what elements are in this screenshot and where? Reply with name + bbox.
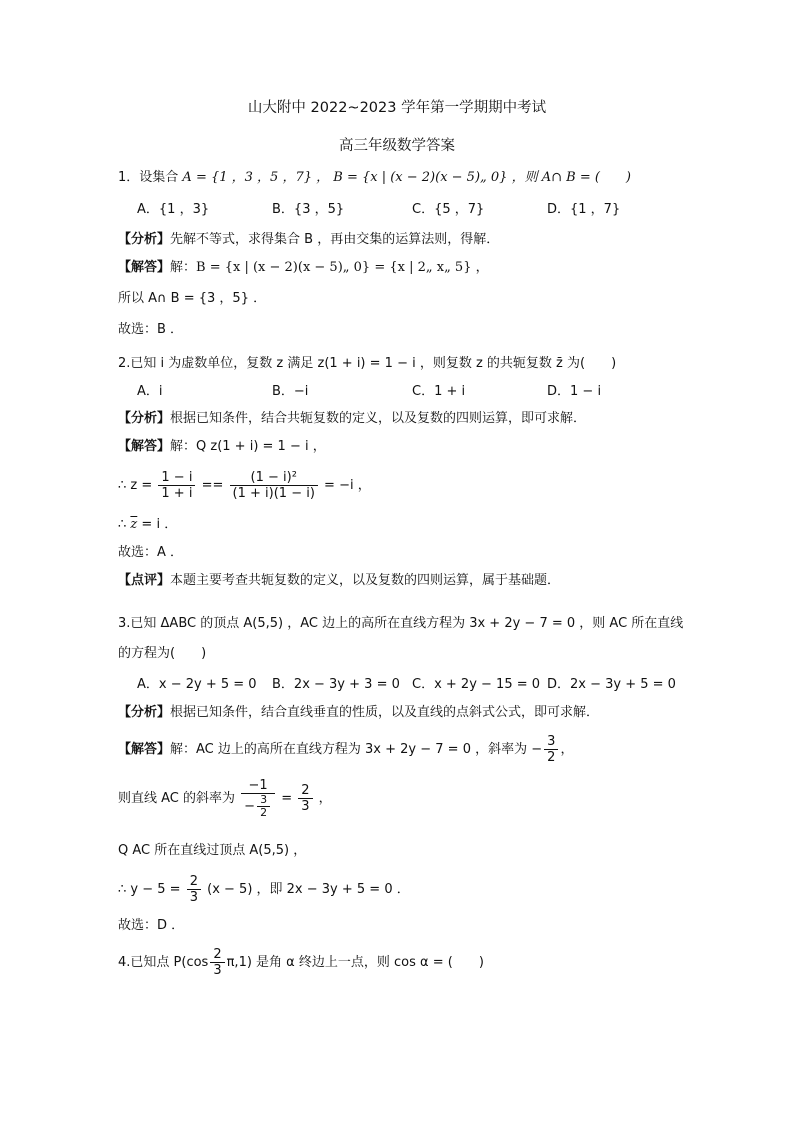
q1-option-d: D．{1 ，7}	[547, 202, 621, 217]
fraction-denominator: 2	[547, 750, 556, 765]
q3-complex-fraction	[241, 778, 275, 819]
q2-analysis-text: 根据已知条件，结合共轭复数的定义，以及复数的四则运算，即可求解．	[170, 411, 587, 426]
q2-choice: 故选：A ．	[118, 545, 184, 560]
q3-line4	[118, 872, 410, 908]
q2-fraction-1	[158, 470, 195, 501]
q1-stem-text: 1．设集合	[118, 170, 179, 185]
q3-line2-prefix: 则直线 AC 的斜率为	[118, 791, 236, 806]
q2-zbar	[118, 516, 177, 534]
q2-option-b: B．−i	[272, 384, 309, 399]
q1-option-c: C．{5 ，7}	[412, 202, 485, 217]
q1-set-b: B = {x | (x − 2)(x − 5)„ 0} ，则	[333, 170, 538, 185]
q1-so: 所以 A∩ B = {3 ，5} ．	[118, 291, 267, 306]
comment-tag: 【点评】	[118, 573, 171, 588]
q3-choice: 故选：D ．	[118, 918, 185, 933]
analysis-tag: 【分析】	[118, 705, 171, 720]
q4-stem-suffix: π,1) 是角 α 终边上一点，则 cos α = ( )	[226, 955, 484, 970]
analysis-tag: 【分析】	[118, 232, 171, 247]
q3-analysis	[118, 704, 599, 722]
q1-solution	[118, 259, 489, 277]
fraction-numerator: 2	[298, 783, 312, 799]
q3-solution	[118, 732, 573, 768]
q2-eqeq: ==	[201, 478, 224, 493]
q2-comment-text: 本题主要考查共轭复数的定义，以及复数的四则运算，属于基础题．	[170, 573, 561, 588]
fraction-denominator	[241, 794, 275, 819]
fraction-denominator: 2	[260, 806, 268, 819]
fraction-numerator: (1 − i)²	[230, 470, 318, 486]
q2-analysis	[118, 410, 586, 428]
q2-solution	[118, 438, 326, 456]
q1-analysis-text: 先解不等式，求得集合 B ，再由交集的运算法则，得解．	[170, 232, 500, 247]
therefore-symbol: ∴	[118, 517, 127, 532]
q3-option-b: B．2x − 3y + 3 = 0	[272, 677, 400, 692]
q1-analysis	[118, 231, 499, 249]
fraction-numerator: 2	[187, 874, 201, 890]
q3-option-c: C．x + 2y − 15 = 0	[412, 677, 541, 692]
solution-tag: 【解答】	[118, 742, 171, 757]
q2-stem: 2.已知 i 为虚数单位，复数 z 满足 z(1 + i) = 1 − i ，则复数 z 的共轭复数 z̄ 为( )	[118, 356, 617, 371]
q3-ac-slope	[118, 772, 332, 826]
q2-fraction-2	[230, 470, 318, 501]
exam-subtitle: 高三年级数学答案	[339, 138, 455, 154]
fraction-numerator: 1 − i	[158, 470, 195, 486]
q1-stem	[118, 169, 631, 187]
q1-expr: A∩ B = ( )	[541, 170, 631, 185]
q3-inner-fraction	[257, 794, 270, 819]
q3-option-a: A．x − 2y + 5 = 0	[137, 677, 257, 692]
q2-option-d: D．1 − i	[547, 384, 602, 399]
q2-zbar-suffix: = i ．	[141, 517, 178, 532]
q3-slope-end: ，	[560, 742, 574, 757]
equals-sign: =	[281, 791, 293, 806]
q3-analysis-text: 根据已知条件，结合直线垂直的性质，以及直线的点斜式公式，即可求解．	[170, 705, 600, 720]
q1-choice: 故选：B ．	[118, 322, 184, 337]
q2-comment	[118, 572, 560, 590]
fraction-denominator: 3	[189, 890, 198, 905]
analysis-tag: 【分析】	[118, 411, 171, 426]
solution-tag: 【解答】	[118, 260, 171, 275]
fraction-numerator: 3	[544, 734, 558, 750]
q3-option-d: D．2x − 3y + 5 = 0	[547, 677, 676, 692]
exam-title: 山大附中 2022~2023 学年第一学期期中考试	[247, 100, 547, 116]
q4-stem	[118, 945, 484, 981]
q2-option-a: A．i	[137, 384, 163, 399]
q2-solution-text: 解：Q z(1 + i) = 1 − i ，	[170, 439, 326, 454]
q3-solution-text: 解：AC 边上的高所在直线方程为 3x + 2y − 7 = 0 ，斜率为	[170, 742, 528, 757]
minus-sign: −	[531, 742, 543, 757]
q4-stem-prefix: 4.已知点 P(cos	[118, 955, 209, 970]
q1-set-a: A = {1 ，3 ，5 ，7} ，	[182, 170, 330, 185]
fraction-numerator: 3	[257, 794, 270, 807]
fraction-numerator: −1	[241, 778, 275, 794]
q2-z-suffix: = −i ，	[324, 478, 371, 493]
fraction-denominator: 3	[213, 963, 222, 978]
fraction-denominator: (1 + i)(1 − i)	[232, 486, 315, 501]
q4-fraction	[210, 947, 224, 978]
q2-z-derivation	[118, 468, 371, 504]
fraction-denominator: 3	[301, 799, 310, 814]
q2-option-c: C．1 + i	[412, 384, 466, 399]
q3-line4-prefix: ∴ y − 5 =	[118, 882, 181, 897]
q2-zbar-symbol: $\overline{z}$	[130, 517, 138, 532]
q1-option-b: B．{3 ，5}	[272, 202, 345, 217]
q2-z-prefix: ∴ z =	[118, 478, 153, 493]
minus-sign: −	[244, 799, 256, 814]
q1-solution-text: 解：B = {x | (x − 2)(x − 5)„ 0} = {x | 2„ x„ 5} ，	[170, 260, 489, 275]
q3-stem-line-2: 的方程为( )	[118, 646, 207, 661]
fraction-denominator: 1 + i	[161, 486, 193, 501]
q3-result-fraction	[298, 783, 312, 814]
q3-line4-fraction	[187, 874, 201, 905]
q3-slope-fraction	[544, 734, 558, 765]
q1-option-a: A．{1 ，3}	[137, 202, 210, 217]
fraction-numerator: 2	[210, 947, 224, 963]
q3-line3: Q AC 所在直线过顶点 A(5,5) ，	[118, 843, 307, 858]
q3-line2-end: ，	[318, 791, 332, 806]
q3-line4-suffix: (x − 5) ，即 2x − 3y + 5 = 0 ．	[207, 882, 410, 897]
q3-stem-line-1: 3.已知 ΔABC 的顶点 A(5,5) ，AC 边上的高所在直线方程为 3x + 2y − 7 = 0 ，则 AC 所在直线	[118, 616, 684, 631]
solution-tag: 【解答】	[118, 439, 171, 454]
